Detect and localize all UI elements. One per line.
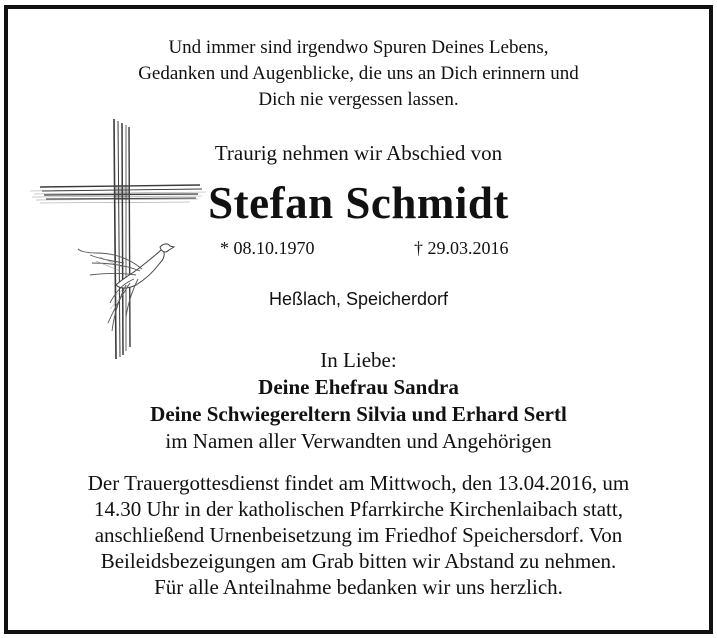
poem-line-2: Gedanken und Augenblicke, die uns an Dich erinnern und — [138, 63, 579, 84]
service-line-2: 14.30 Uhr in der katholischen Pfarrkirche Kirchenlaibach statt, — [94, 497, 623, 521]
poem-line-1: Und immer sind irgendwo Spuren Deines Lebens, — [168, 37, 549, 58]
service-line-1: Der Trauergottesdienst findet am Mittwoch, den 13.04.2016, um — [87, 471, 630, 495]
mourner-wife: Deine Ehefrau Sandra — [258, 375, 459, 399]
birth-date: * 08.10.1970 — [220, 238, 315, 258]
residence-place: Heßlach, Speicherdorf — [268, 289, 449, 309]
death-date: † 29.03.2016 — [414, 238, 509, 258]
deceased-name: Stefan Schmidt — [208, 178, 509, 228]
mourner-in-laws: Deine Schwiegereltern Silvia und Erhard Sertl — [150, 402, 567, 426]
service-line-4: Beileidsbezeigungen am Grab bitten wir Abstand zu nehmen. — [100, 549, 617, 573]
service-line-5: Für alle Anteilnahme bedanken wir uns herzlich. — [154, 575, 563, 599]
mourners-heading: In Liebe: — [320, 348, 397, 372]
obituary-frame — [4, 5, 713, 634]
farewell-intro: Traurig nehmen wir Abschied von — [214, 141, 503, 165]
poem-line-3: Dich nie vergessen lassen. — [258, 89, 459, 110]
mourner-relatives: im Namen aller Verwandten und Angehörigen — [165, 429, 552, 453]
service-line-3: anschließend Urnenbeisetzung im Friedhof Speichersdorf. Von — [94, 523, 623, 547]
